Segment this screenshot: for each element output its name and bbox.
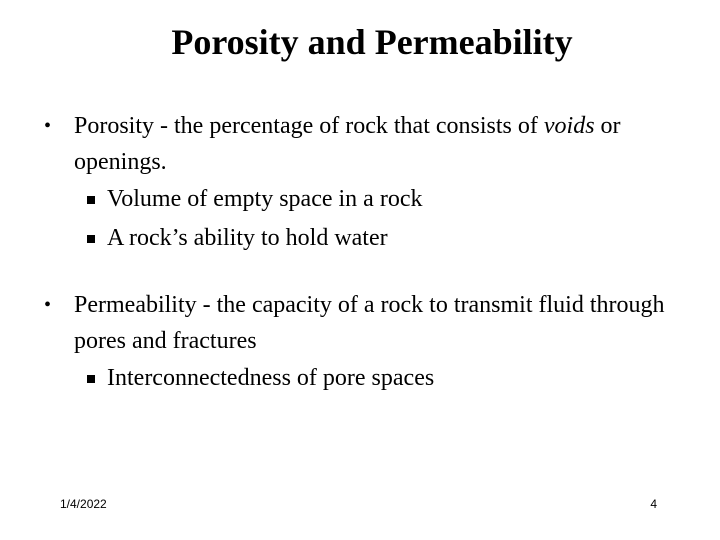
sub-bullet-item bbox=[0, 219, 720, 258]
bullet-item bbox=[0, 287, 720, 359]
square-bullet-icon bbox=[87, 196, 95, 204]
bullet-text: Permeability - the capacity of a rock to transmit fluid through pores and fractures bbox=[74, 292, 665, 354]
square-bullet-icon bbox=[87, 375, 95, 383]
bullet-porosity bbox=[0, 108, 720, 258]
sub-bullet-text: Volume of empty space in a rock bbox=[107, 186, 423, 212]
bullet-item bbox=[0, 108, 720, 180]
bullet-text: Porosity - the percentage of rock that consists of bbox=[74, 113, 544, 139]
slide-title: Porosity and Permeability bbox=[171, 22, 573, 62]
sub-bullet-item bbox=[0, 180, 720, 219]
page-number: 4 bbox=[650, 497, 657, 511]
footer-date: 1/4/2022 bbox=[60, 497, 107, 511]
square-bullet-icon bbox=[87, 235, 95, 243]
bullet-dot-icon: • bbox=[44, 115, 52, 137]
sub-bullet-item bbox=[0, 359, 720, 398]
bullet-italic-text: voids bbox=[543, 113, 595, 139]
bullet-dot-icon: • bbox=[44, 294, 52, 316]
sub-bullet-text: Interconnectedness of pore spaces bbox=[107, 365, 435, 391]
bullet-text-end: or openings. bbox=[74, 113, 621, 175]
bullet-permeability bbox=[0, 287, 720, 398]
sub-bullet-text: A rock’s ability to hold water bbox=[107, 225, 388, 251]
